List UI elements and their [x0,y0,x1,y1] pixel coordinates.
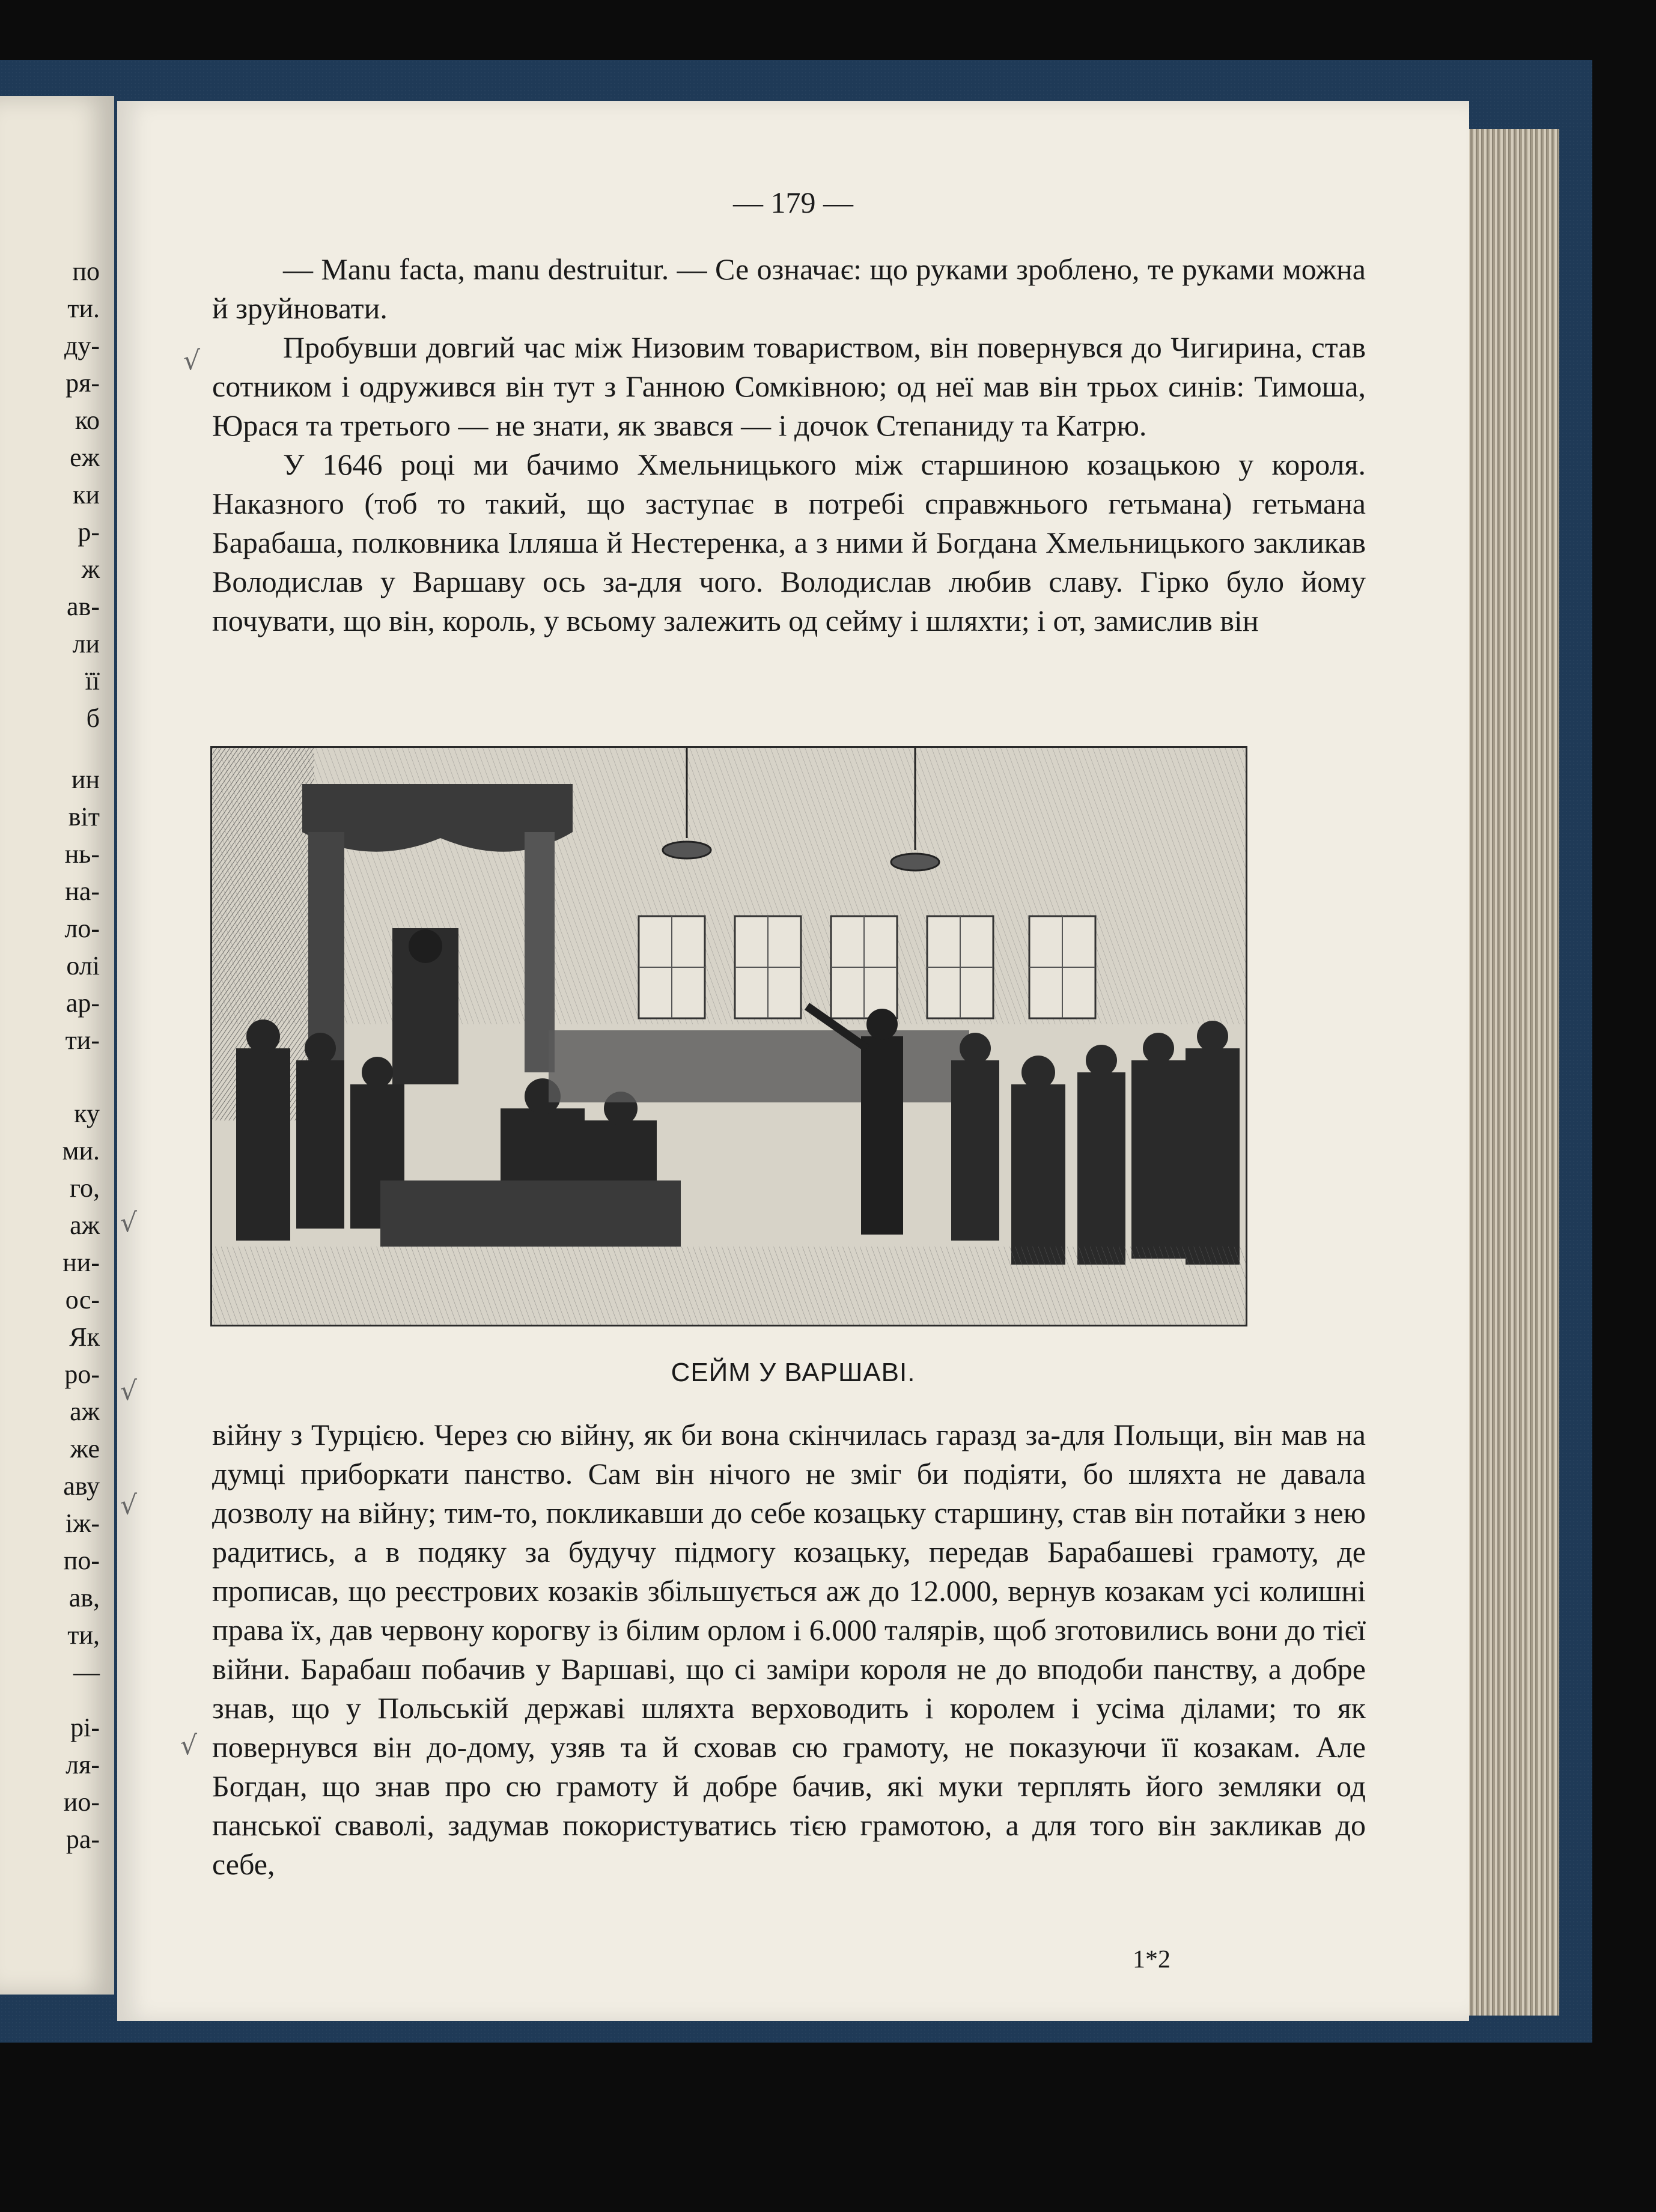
left-page-fragment: ж [81,555,100,584]
paragraph-3: У 1646 році ми бачимо Хмельницького між старшиною козацькою у короля. Наказного (тоб то такий, що заступає в потребі справжнього гетьмана) гетьмана Барабаша, полковника Ілляша й Нестеренка, а з ними й Богдана Хмельницького закликав Володислав у Варшаву ось за-для чого. Володислав любив славу. Гірко було йому почувати, що він, король, у всьому залежить од сейму і шляхти; і от, замислив він [212,448,1366,637]
text-bottom [212,1415,1366,1884]
left-page-fragment: ля- [65,1750,100,1779]
left-page-fragment: по- [63,1546,100,1575]
page-edges [1466,129,1559,2016]
left-page-fragment: її [85,666,100,696]
left-page-fragment: ав- [67,592,100,621]
left-page-fragment: ин [71,765,100,794]
left-page-fragment: ки [73,480,100,509]
left-page-fragment: на- [65,877,100,906]
pencil-mark-1: √ [183,345,201,376]
left-page-fragment: б [86,703,100,733]
left-page-fragment: рі- [70,1713,100,1742]
pencil-mark-3: √ [120,1376,138,1406]
printer-signature: 1*2 [1133,1946,1170,1973]
left-page-fragment: аж [70,1211,100,1240]
left-page-fragment: ми. [62,1136,100,1165]
left-page-fragment: ду- [64,331,100,360]
left-page-fragment: еж [70,443,100,472]
left-page-fragment: аву [63,1471,100,1501]
left-page-fragment: ло- [64,914,100,943]
left-page-fragment: же [70,1434,100,1463]
pencil-mark-4: √ [120,1490,138,1521]
left-page-fragment: олі [66,951,100,980]
left-page-fragment: по [72,257,100,286]
left-page-fragment: нь- [64,839,100,869]
paragraph-1: — Manu facta, manu destruitur. — Се означає: що руками зроблено, те руками можна й зруйновати. [212,252,1366,325]
left-page-fragment: ря- [65,368,100,398]
left-page-fragment: ти, [67,1620,100,1650]
text-top [212,250,1366,640]
pencil-mark-2: √ [120,1208,138,1238]
left-page-fragment: ку [74,1099,100,1128]
page-number: — 179 — [733,186,853,219]
left-page-fragment: ос- [65,1285,100,1314]
paragraph-2: Пробувши довгий час між Низовим товариством, він повернувся до Чигирина, став сотником і одружився він тут з Ганною Сомківною; од неї мав він трьох синів: Тимоша, Юрася та третього — не знати, як звався — і дочок Степаниду та Катрю. [212,330,1366,442]
paragraph-4: війну з Турцією. Через сю війну, як би вона скінчилась гаразд за-для Польщи, він мав на думці приборкати панство. Сам він нічого не зміг би подіяти, бо шляхта не давала дозволу на війну; тим-то, покликавши до себе козацьку старшину, став він потайки з нею радитись, а в подяку за будучу підмогу козацьку, передав Барабашеві грамоту, де прописав, що реєстрових козаків збільшується аж до 12.000, вернув козакам усі колишні права їх, дав червону корогву із білим орлом і 6.000 талярів, щоб зготовились вони до тієї війни. Барабаш побачив у Варшаві, що сі заміри короля не до вподоби панству, а добре знав, що у Польській державі шляхта верховодить і королем і усіма ділами; то як повернувся він до-дому, узяв та й сховав сю грамоту, не показуючи її козакам. Але Богдан, що знав про сю грамоту й добре бачив, які муки терплять його земляки од панської сваволі, задумав покористуватись тією грамотою, а для того він закликав до себе, [212,1418,1366,1881]
illustration-sejm-in-warsaw [210,746,1247,1326]
left-page-fragment: р- [78,517,100,547]
left-page-fragment: іж- [65,1509,100,1538]
left-page-fragment: — [73,1657,100,1687]
left-page-fragment: аж [70,1397,100,1426]
left-page-fragment: го, [70,1173,100,1203]
left-page-fragment: ти- [65,1025,100,1055]
figure-caption: СЕЙМ У ВАРШАВІ. [671,1358,916,1387]
left-page-fragment: ли [72,629,100,658]
left-page-fragment: віт [68,802,100,831]
left-page-fragment: Як [69,1322,100,1352]
left-page-fragment: ав, [68,1583,100,1612]
left-page [0,96,114,1995]
left-page-fragment: ни- [62,1248,100,1277]
left-page-fragment: ти. [67,294,100,323]
left-page-fragment: ро- [64,1360,100,1389]
pencil-mark-5: √ [180,1730,198,1761]
engraving-image [212,748,1246,1325]
left-page-fragment: ко [75,406,100,435]
left-page-fragment: ио- [63,1787,100,1817]
left-page-fragment: ра- [65,1825,100,1854]
left-page-fragment: ар- [65,988,100,1018]
right-page [117,101,1469,2021]
